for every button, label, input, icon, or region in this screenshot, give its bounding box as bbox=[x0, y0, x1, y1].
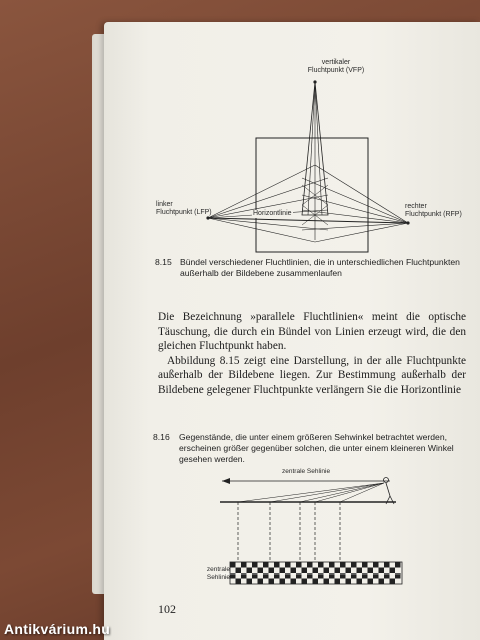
projection-lines bbox=[238, 502, 340, 566]
figure-8-15-diagram bbox=[150, 60, 480, 260]
central-sight-line-top-label: zentrale Sehlinie bbox=[282, 468, 331, 475]
checkerboard-strip bbox=[230, 562, 402, 584]
paragraph-2: Abbildung 8.15 zeigt eine Darstellung, in der alle Fluchtpunkte außerhalb der Bildebene liegen. Zur Bestimmung außerhalb der Bildebene gelegener Fluchtpunkte verlängern Sie die Horizontlinie bbox=[158, 354, 466, 396]
horizon-label: Horizontlinie bbox=[253, 210, 292, 217]
figure-8-15-caption-number: 8.15 bbox=[155, 257, 172, 267]
page-number: 102 bbox=[158, 602, 176, 616]
sight-rays bbox=[238, 483, 384, 502]
right-convergence-lines bbox=[302, 165, 408, 242]
figure-8-15-caption: Bündel verschiedener Fluchtlinien, die in unterschiedlichen Fluchtpunkten außerhalb der Bildebene zusammenlaufen bbox=[180, 257, 460, 278]
paragraph-1: Die Bezeichnung »parallele Fluchtlinien« meint die optische Täuschung, die durch ein Bündel von Linien erzeugt wird, die den gleichen Fluchtpunkt haben. bbox=[158, 311, 466, 353]
central-sight-line-left-label: zentrale Sehlinie bbox=[206, 566, 230, 581]
body-text bbox=[158, 310, 466, 398]
viewer-figure bbox=[384, 478, 389, 483]
lfp-label: linker Fluchtpunkt (LFP) bbox=[156, 201, 212, 216]
figure-8-16-diagram bbox=[200, 466, 410, 590]
rfp-label: rechter Fluchtpunkt (RFP) bbox=[405, 203, 462, 218]
watermark-text: Antikvárium.hu bbox=[4, 621, 111, 637]
vfp-label: vertikaler Fluchtpunkt (VFP) bbox=[307, 59, 365, 74]
vertical-vanishing-point bbox=[313, 80, 316, 83]
right-vanishing-point bbox=[406, 221, 409, 224]
figure-8-16-caption-number: 8.16 bbox=[153, 432, 170, 442]
figure-8-16-caption: Gegenstände, die unter einem größeren Sehwinkel betrachtet werden, erscheinen größer gegenüber solchen, die unter einem kleineren Winkel gesehen werden. bbox=[179, 432, 454, 464]
